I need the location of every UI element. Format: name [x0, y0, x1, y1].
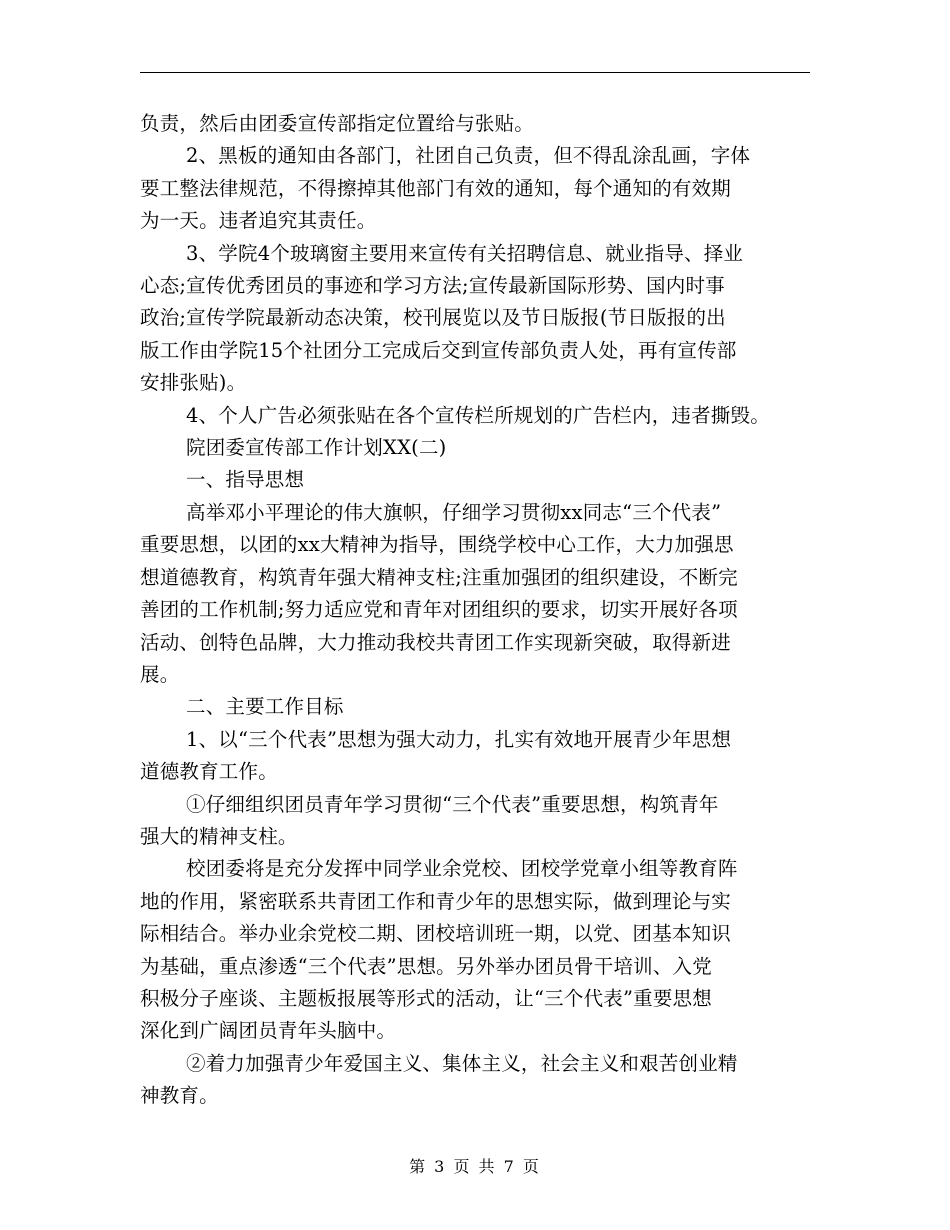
document-body — [140, 108, 820, 1113]
paragraph-line: 强大的精神支柱。 — [140, 824, 298, 848]
paragraph-line: 安排张贴)。 — [140, 371, 247, 395]
paragraph-line: 校团委将是充分发挥中同学业余党校、团校学党章小组等教育阵 — [186, 857, 738, 881]
paragraph-line: 重要思想，以团的xx大精神为指导，围绕学校中心工作，大力加强思 — [140, 533, 734, 557]
paragraph-line: 4、个人广告必须张贴在各个宣传栏所规划的广告栏内，违者撕毁。 — [186, 403, 770, 427]
page-footer: 第 3 页 共 7 页 — [409, 1157, 541, 1176]
paragraph-line: 要工整法律规范，不得擦掉其他部门有效的通知，每个通知的有效期 — [140, 176, 732, 200]
paragraph-line: 际相结合。举办业余党校二期、团校培训班一期，以党、团基本知识 — [140, 922, 732, 946]
paragraph-line: 二、主要工作目标 — [186, 695, 344, 719]
paragraph-line: 展。 — [140, 662, 180, 686]
paragraph-line: ①仔细组织团员青年学习贯彻“三个代表”重要思想，构筑青年 — [186, 792, 719, 816]
paragraph-line: 1、以“三个代表”思想为强大动力，扎实有效地开展青少年思想 — [186, 727, 732, 751]
paragraph-line: 为一天。违者追究其责任。 — [140, 209, 377, 233]
paragraph-line: 一、指导思想 — [186, 468, 305, 492]
paragraph-line: 深化到广阔团员青年头脑中。 — [140, 1019, 397, 1043]
paragraph-line: 院团委宣传部工作计划XX(二) — [186, 436, 447, 460]
paragraph-line: 地的作用，紧密联系共青团工作和青少年的思想实际，做到理论与实 — [140, 889, 732, 913]
paragraph-line: 高举邓小平理论的伟大旗帜，仔细学习贯彻xx同志“三个代表” — [186, 500, 722, 524]
paragraph-line: 积极分子座谈、主题板报展等形式的活动，让“三个代表”重要思想 — [140, 986, 712, 1010]
header-rule — [140, 72, 810, 73]
paragraph-line: 2、黑板的通知由各部门，社团自己负责，但不得乱涂乱画，字体 — [186, 144, 751, 168]
paragraph-line: 心态;宣传优秀团员的事迹和学习方法;宣传最新国际形势、国内时事 — [140, 274, 725, 298]
paragraph-line: 活动、创特色品牌，大力推动我校共青团工作实现新突破，取得新进 — [140, 630, 732, 654]
paragraph-line: 善团的工作机制;努力适应党和青年对团组织的要求，切实开展好各项 — [140, 598, 738, 622]
paragraph-line: 为基础，重点渗透“三个代表”思想。另外举办团员骨干培训、入党 — [140, 954, 712, 978]
paragraph-line: 神教育。 — [140, 1084, 219, 1108]
paragraph-line: 政治;宣传学院最新动态决策，校刊展览以及节日版报(节日版报的出 — [140, 306, 726, 330]
paragraph-line: 想道德教育，构筑青年强大精神支柱;注重加强团的组织建设，不断完 — [140, 565, 738, 589]
paragraph-line: ②着力加强青少年爱国主义、集体主义，社会主义和艰苦创业精 — [186, 1051, 738, 1075]
paragraph-line: 负责，然后由团委宣传部指定位置给与张贴。 — [140, 112, 535, 135]
paragraph-line: 道德教育工作。 — [140, 760, 278, 784]
paragraph-line: 版工作由学院15个社团分工完成后交到宣传部负责人处，再有宣传部 — [140, 338, 737, 362]
paragraph-line: 3、学院4个玻璃窗主要用来宣传有关招聘信息、就业指导、择业 — [186, 241, 744, 265]
